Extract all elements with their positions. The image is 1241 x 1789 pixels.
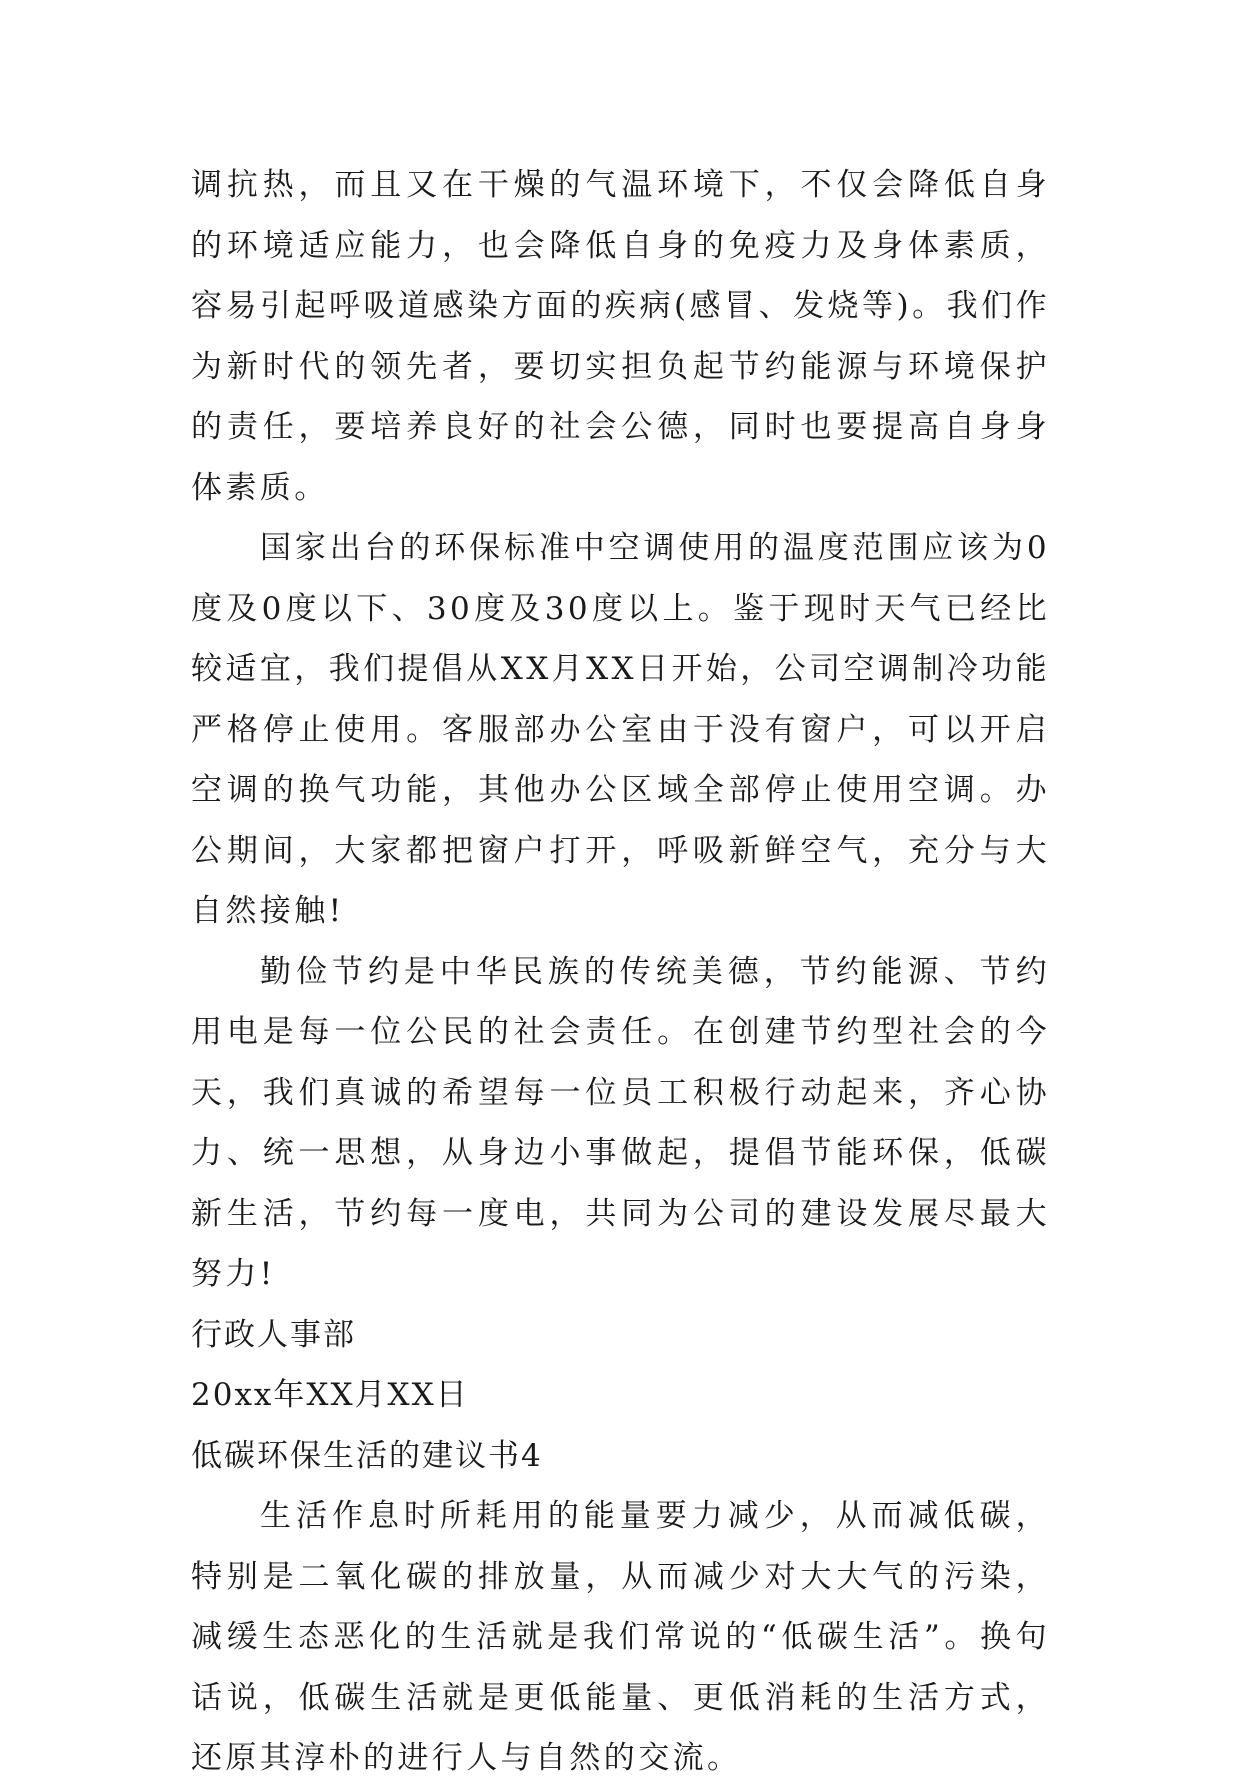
paragraph-temperature-standard: 国家出台的环保标准中空调使用的温度范围应该为0度及0度以下、30度及30度以上。鉴于现时天气已经比较适宜，我们提倡从XX月XX日开始，公司空调制冷功能严格停止使用。客服部办公室由于没有窗户，可以开启空调的换气功能，其他办公区域全部停止使用空调。办公期间，大家都把窗户打开，呼吸新鲜空气，充分与大自然接触! — [191, 530, 1050, 929]
paragraph-thrift-appeal: 勤俭节约是中华民族的传统美德，节约能源、节约用电是每一位公民的社会责任。在创建节约型社会的今天，我们真诚的希望每一位员工积极行动起来，齐心协力、统一思想，从身边小事做起，提倡节能环保，低碳新生活，节约每一度电，共同为公司的建设发展尽最大努力! — [191, 953, 1050, 1292]
paragraph-low-carbon-definition: 生活作息时所耗用的能量要力减少，从而减低碳，特别是二氧化碳的排放量，从而减少对大大气的污染，减缓生态恶化的生活就是我们常说的“低碳生活”。换句话说，低碳生活就是更低能量、更低消耗的生活方式，还原其淳朴的进行人与自然的交流。 — [191, 1498, 1050, 1776]
paragraph-continuation: 调抗热，而且又在干燥的气温环境下，不仅会降低自身的环境适应能力，也会降低自身的免疫力及身体素质，容易引起呼吸道感染方面的疾病(感冒、发烧等)。我们作为新时代的领先者，要切实担负起节约能源与环境保护的责任，要培养良好的社会公德，同时也要提高自身身体素质。 — [191, 167, 1050, 506]
document-body — [191, 155, 1050, 1789]
section-title: 低碳环保生活的建议书4 — [191, 1437, 543, 1474]
signature-department: 行政人事部 — [191, 1316, 356, 1353]
signature-date: 20xx年XX月XX日 — [191, 1377, 469, 1413]
